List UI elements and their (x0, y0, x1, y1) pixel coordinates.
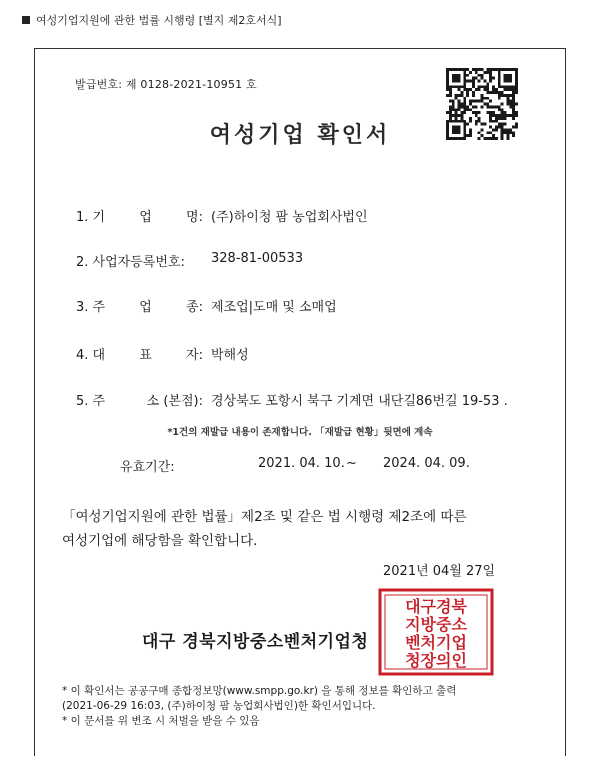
footer-line-1: * 이 확인서는 공공구매 종합정보망(www.smpp.go.kr) 을 통해 정보를 확인하고 출력 (62, 685, 457, 697)
field-company-name (76, 206, 368, 225)
field-business-registration-number (76, 251, 303, 270)
footer-line-3: * 이 문서를 위 변조 시 처벌을 받을 수 있음 (62, 715, 260, 727)
field-label: 3. 주 업 종: (76, 300, 203, 315)
form-reference-text: 여성기업지원에 관한 법률 시행령 [별지 제2호서식] (36, 14, 282, 27)
confirmation-line-2: 여성기업에 해당함을 확인합니다. (62, 533, 258, 549)
footer-line-2: (2021-06-29 16:03, (주)하이청 팜 농업회사법인)한 확인서입니다. (62, 700, 376, 712)
field-label: 2. 사업자등록번호: (76, 255, 185, 270)
form-reference-note (22, 12, 282, 28)
square-bullet-icon (22, 16, 30, 24)
field-value: (주)하이청 팜 농업회사법인 (211, 210, 368, 225)
confirmation-line-1: 「여성기업지원에 관한 법률」제2조 및 같은 법 시행령 제2조에 따른 (62, 509, 467, 525)
svg-text:대구경북: 대구경북 (405, 597, 467, 616)
field-address (76, 390, 508, 409)
field-value: 328-81-00533 (211, 251, 304, 266)
official-seal-icon (378, 588, 494, 676)
svg-text:지방중소: 지방중소 (405, 615, 467, 634)
field-value: 박해성 (211, 348, 249, 363)
field-value: 경상북도 포항시 북구 기계면 내단길86번길 19-53 . (211, 394, 508, 409)
field-label: 5. 주 소 (본점): (76, 394, 203, 409)
field-label: 1. 기 업 명: (76, 210, 203, 225)
footer-notes (62, 684, 552, 729)
reissue-note: *1건의 재발급 내용이 존재합니다. 「재발급 현황」뒷면에 계속 (167, 427, 433, 438)
svg-text:벤처기업: 벤처기업 (405, 633, 467, 652)
validity-end-date: 2024. 04. 09. (383, 456, 470, 471)
validity-start-date: 2021. 04. 10. (258, 456, 345, 471)
field-main-business-type (76, 296, 337, 315)
svg-text:청장의인: 청장의인 (405, 651, 467, 670)
document-title: 여성기업 확인서 (209, 123, 391, 148)
issuing-authority: 대구 경북지방중소벤처기업청 (142, 632, 369, 652)
validity-label: 유효기간: (120, 460, 175, 475)
issue-number: 발급번호: 제 0128-2021-10951 호 (75, 78, 257, 91)
field-value: 제조업|도매 및 소매업 (211, 300, 337, 315)
field-label: 4. 대 표 자: (76, 348, 203, 363)
issue-date: 2021년 04월 27일 (383, 564, 496, 579)
confirmation-statement (62, 505, 542, 553)
field-representative (76, 344, 249, 363)
validity-separator: ~ (346, 456, 357, 471)
